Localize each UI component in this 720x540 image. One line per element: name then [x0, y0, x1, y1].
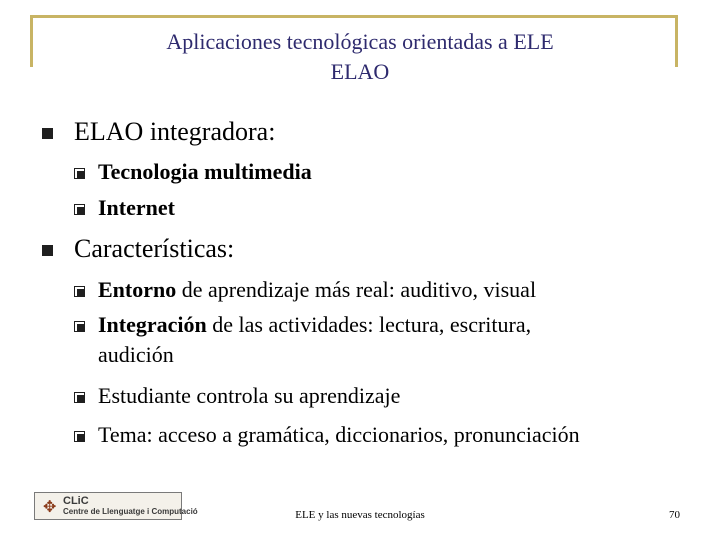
- list-item-text: Tema: acceso a gramática, diccionarios, pronunciación: [98, 422, 580, 447]
- logo-title: CLiC: [63, 495, 89, 507]
- list-item-bold: Internet: [98, 195, 175, 220]
- list-item-bold: Tecnologia multimedia: [98, 159, 312, 184]
- sub-bullet-square-icon: [74, 168, 85, 179]
- bullet-square-icon: [42, 128, 53, 139]
- sub-bullet-square-icon: [74, 321, 85, 332]
- section-heading: Características:: [74, 234, 235, 263]
- sub-bullet-square-icon: [74, 204, 85, 215]
- slide-title-line2: ELAO: [330, 59, 390, 84]
- slide-title-line1: Aplicaciones tecnológicas orientadas a ELE: [166, 29, 554, 54]
- list-item: [98, 381, 698, 411]
- list-item-text: de las actividades: lectura, escritura,: [206, 312, 532, 337]
- slide-title: [40, 27, 680, 87]
- sub-bullet-square-icon: [74, 392, 85, 403]
- list-item: [98, 275, 698, 305]
- clic-logo-icon: ✥: [43, 497, 57, 516]
- sub-bullet-square-icon: [74, 286, 85, 297]
- title-frame-left: [30, 15, 33, 67]
- list-item: [98, 157, 698, 187]
- bullet-square-icon: [42, 245, 53, 256]
- list-item: [98, 310, 698, 370]
- list-item: [98, 193, 698, 223]
- list-item-text: Estudiante controla su aprendizaje: [98, 383, 401, 408]
- clic-logo: [34, 492, 198, 520]
- list-item-bold: Integración: [98, 312, 207, 337]
- title-frame-top: [30, 15, 678, 18]
- section-heading: ELAO integradora:: [74, 117, 276, 146]
- list-item-continuation: audición: [98, 342, 174, 367]
- page-number: 70: [669, 509, 680, 521]
- footer-text: ELE y las nuevas tecnologías: [295, 509, 425, 521]
- list-item: [98, 420, 698, 450]
- sub-bullet-square-icon: [74, 431, 85, 442]
- logo-subtitle: Centre de Llenguatge i Computació: [63, 507, 198, 516]
- list-item-text: de aprendizaje más real: auditivo, visual: [176, 277, 537, 302]
- list-item-bold: Entorno: [98, 277, 177, 302]
